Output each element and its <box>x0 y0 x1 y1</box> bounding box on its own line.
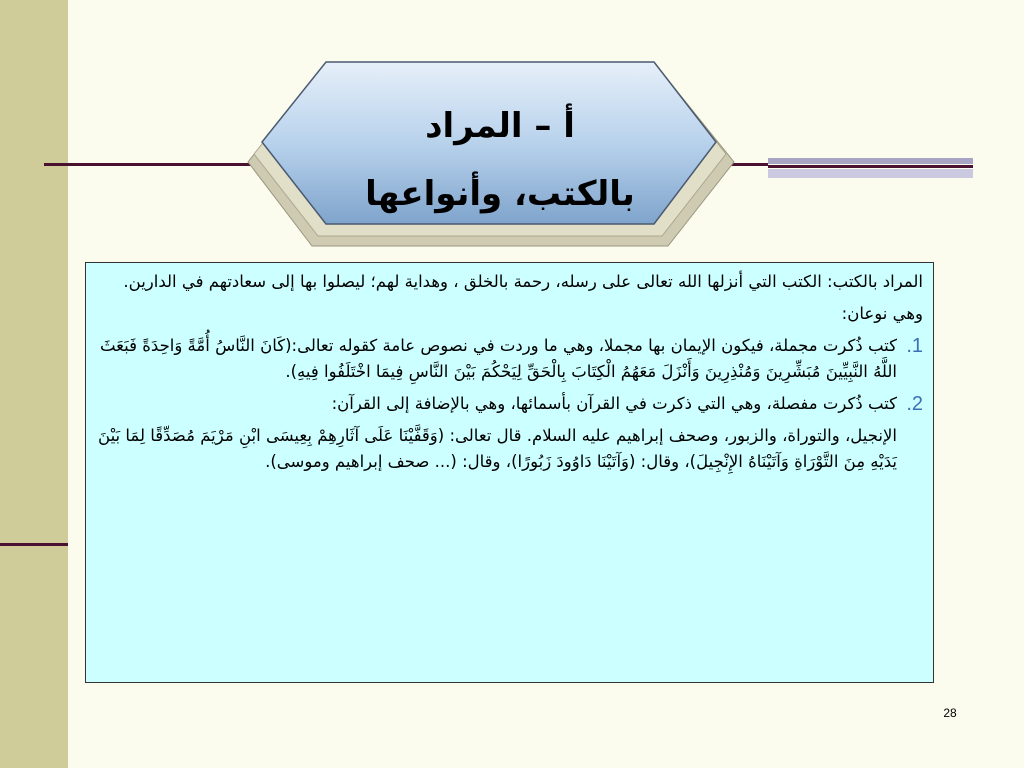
title-line-1: أ – المراد <box>425 106 575 146</box>
list-item-1 <box>96 333 923 385</box>
list-item-2 <box>96 391 923 417</box>
list-detail-2: الإنجيل، والتوراة، والزبور، وصحف إبراهيم عليه السلام. قال تعالى: (وَقَفَّيْنَا عَلَى آثَارِهِمْ بِعِيسَى ابْنِ مَرْيَمَ مُصَدِّقًا لِمَا بَيْنَ يَدَيْهِ مِنَ التَّوْرَاةِ وَآتَيْنَاهُ الإِنْجِيلَ)، وقال: (وَآتَيْنَا دَاوُودَ زَبُورًا)، وقال: (... صحف إبراهيم وموسى). <box>98 426 897 471</box>
title-line-2: بالكتب، وأنواعها <box>365 174 635 214</box>
list-number-2: 2. <box>906 393 923 415</box>
list-text-2: كتب ذُكرت مفصلة، وهي التي ذكرت في القرآن بأسمائها، وهي بالإضافة إلى القرآن: <box>331 394 897 413</box>
list-number-1: 1. <box>906 335 923 357</box>
page-number: 28 <box>943 706 957 720</box>
left-decorative-bar <box>0 0 68 768</box>
page-title <box>300 92 700 228</box>
header-stripes <box>768 158 973 178</box>
definition-paragraph: المراد بالكتب: الكتب التي أنزلها الله تعالى على رسله، رحمة بالخلق ، وهداية لهم؛ ليصلوا بها إلى سعادتهم في الدارين. <box>123 272 923 291</box>
content-box <box>85 262 934 683</box>
types-intro: وهي نوعان: <box>841 304 923 323</box>
list-text-1: كتب ذُكرت مجملة، فيكون الإيمان بها مجملا، وهي ما وردت في نصوص عامة كقوله تعالى:(كَانَ النَّاسُ أُمَّةً وَاحِدَةً فَبَعَثَ اللَّهُ النَّبِيِّينَ مُبَشِّرِينَ وَمُنْذِرِينَ وَأَنْزَلَ مَعَهُمُ الْكِتَابَ بِالْحَقِّ لِيَحْكُمَ بَيْنَ النَّاسِ فِيمَا اخْتَلَفُوا فِيهِ). <box>99 336 897 381</box>
left-accent-line <box>0 543 68 546</box>
